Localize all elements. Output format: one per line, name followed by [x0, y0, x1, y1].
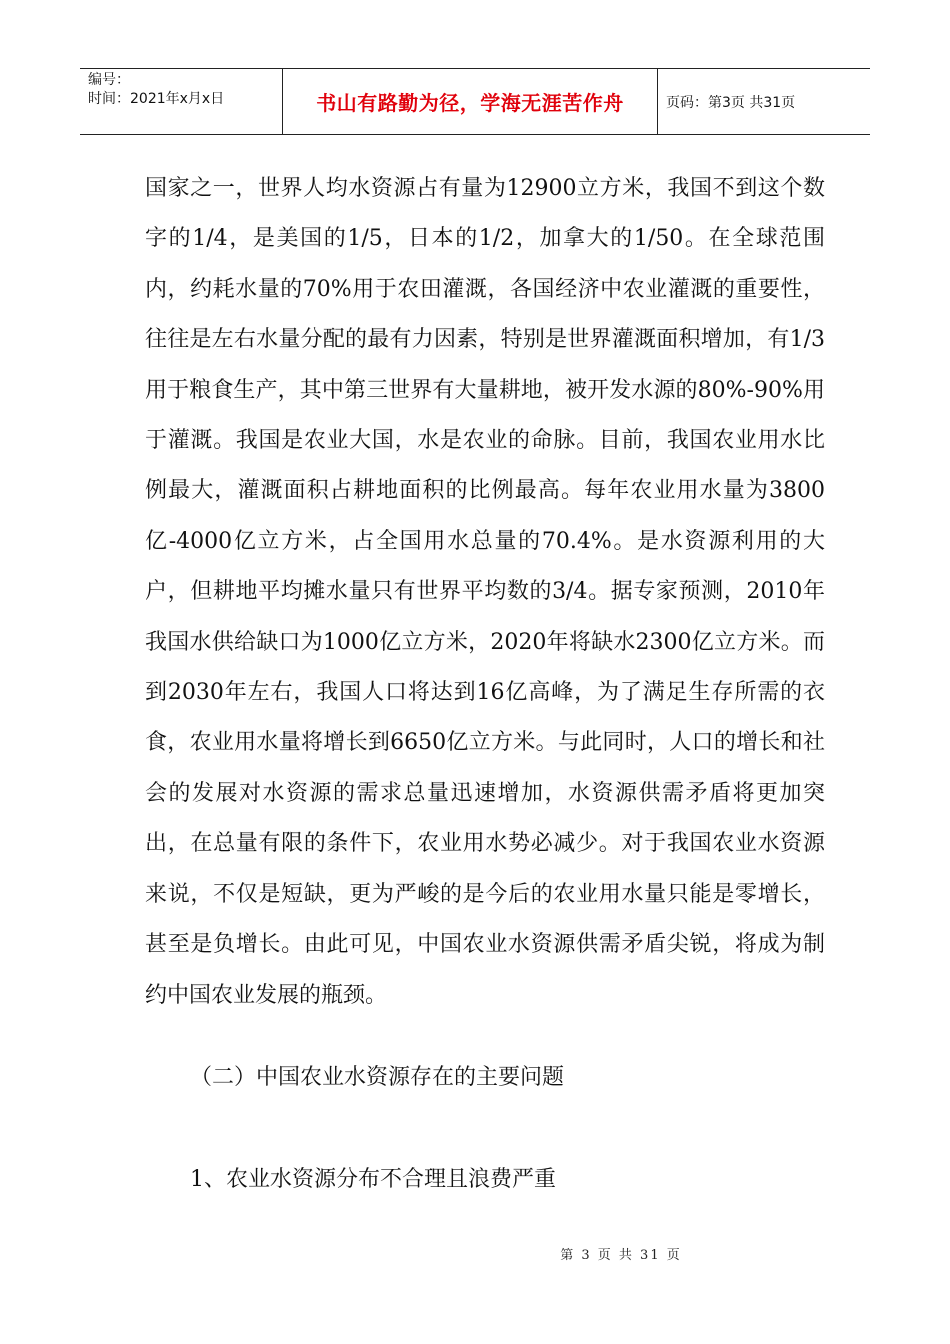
header-page-info: 页码：第3页 共31页 — [666, 94, 796, 111]
header-meta — [80, 69, 283, 134]
document-date: 时间：2021年x月x日 — [88, 91, 225, 107]
page-header — [80, 68, 870, 135]
document-number-label: 编号： — [88, 72, 130, 88]
body-paragraph: 国家之一，世界人均水资源占有量为12900立方米，我国不到这个数字的1/4，是美国的1/5，日本的1/2，加拿大的1/50。在全球范围内，约耗水量的70%用于农田灌溉，各国经济中农业灌溉的重要性，往往是左右水量分配的最有力因素，特别是世界灌溉面积增加，有1/3用于粮食生产，其中第三世界有大量耕地，被开发水源的80%-90%用于灌溉。我国是农业大国，水是农业的命脉。目前，我国农业用水比例最大，灌溉面积占耕地面积的比例最高。每年农业用水量为3800亿-4000亿立方米，占全国用水总量的70.4%。是水资源利用的大户，但耕地平均摊水量只有世界平均数的3/4。据专家预测，2010年我国水供给缺口为1000亿立方米，2020年将缺水2300亿立方米。而到2030年左右，我国人口将达到16亿高峰，为了满足生存所需的衣食，农业用水量将增长到6650亿立方米。与此同时，人口的增长和社会的发展对水资源的需求总量迅速增加，水资源供需矛盾将更加突出，在总量有限的条件下，农业用水势必减少。对于我国农业水资源来说，不仅是短缺，更为严峻的是今后的农业用水量只能是零增长，甚至是负增长。由此可见，中国农业水资源供需矛盾尖锐，将成为制约中国农业发展的瓶颈。 — [145, 176, 825, 1008]
body-text — [145, 164, 825, 1021]
page-footer: 第 3 页 共 31 页 — [560, 1248, 682, 1263]
subsection-heading: 1、农业水资源分布不合理且浪费严重 — [190, 1167, 556, 1192]
header-motto: 书山有路勤为径，学海无涯苦作舟 — [283, 69, 658, 134]
section-heading: （二）中国农业水资源存在的主要问题 — [190, 1065, 565, 1090]
